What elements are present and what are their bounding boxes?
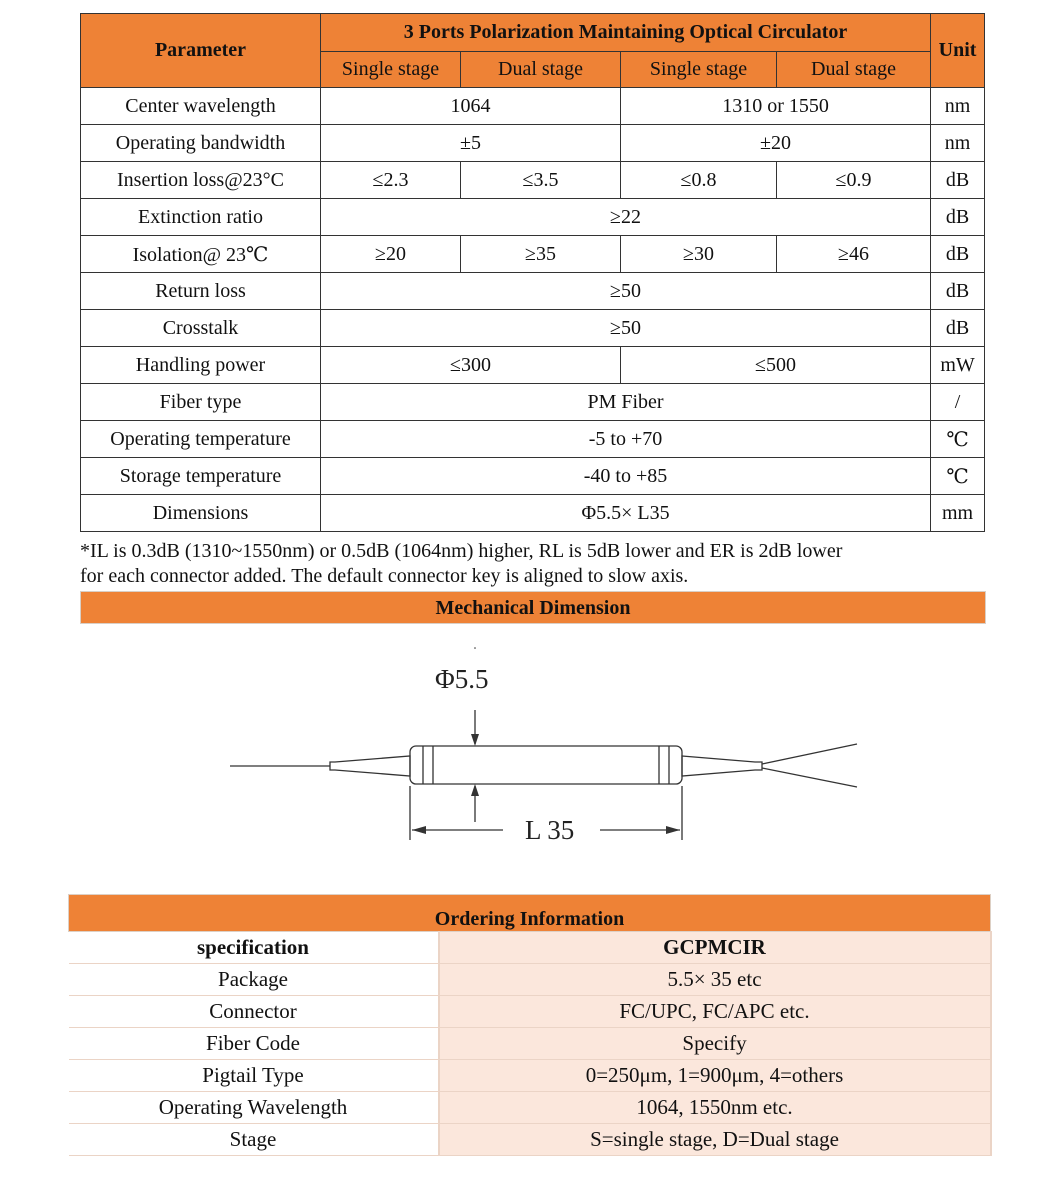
value-cell: ≥46 (777, 236, 931, 273)
row-label: Handling power (81, 347, 321, 384)
input-boot (330, 756, 410, 776)
unit-cell: dB (931, 162, 985, 199)
model-code: GCPMCIR (439, 932, 991, 964)
unit-cell: ℃ (931, 421, 985, 458)
ordering-information-table (68, 894, 992, 1156)
row-label: Operating temperature (81, 421, 321, 458)
value-cell: ≥22 (321, 199, 931, 236)
ordering-value: FC/UPC, FC/APC etc. (439, 996, 991, 1028)
unit-cell: / (931, 384, 985, 421)
value-cell: PM Fiber (321, 384, 931, 421)
ordering-header-row (69, 932, 991, 964)
ordering-row-connector (69, 996, 991, 1028)
row-extinction-ratio (81, 199, 985, 236)
value-cell: ≤3.5 (461, 162, 621, 199)
value-cell: -5 to +70 (321, 421, 931, 458)
output-fiber-1 (762, 744, 857, 764)
ordering-value: 5.5× 35 etc (439, 964, 991, 996)
ordering-row-operating-wavelength (69, 1092, 991, 1124)
subheader-dual-stage-2: Dual stage (777, 52, 931, 88)
unit-cell: dB (931, 236, 985, 273)
ordering-value: 1064, 1550nm etc. (439, 1092, 991, 1124)
value-cell: ≤2.3 (321, 162, 461, 199)
length-arrow-left (412, 826, 426, 834)
row-isolation (81, 236, 985, 273)
value-cell: ≥30 (621, 236, 777, 273)
ordering-row-fiber-code (69, 1028, 991, 1060)
subheader-single-stage-1: Single stage (321, 52, 461, 88)
length-arrow-right (666, 826, 680, 834)
footnote (80, 539, 980, 589)
value-cell: ±5 (321, 125, 621, 162)
row-label: Storage temperature (81, 458, 321, 495)
row-dimensions (81, 495, 985, 532)
output-fiber-2 (762, 768, 857, 787)
row-label: Return loss (81, 273, 321, 310)
value-cell: ≥50 (321, 273, 931, 310)
row-handling-power (81, 347, 985, 384)
footnote-line-2: for each connector added. The default connector key is aligned to slow axis. (80, 565, 689, 587)
row-fiber-type (81, 384, 985, 421)
row-insertion-loss (81, 162, 985, 199)
value-cell: ≤500 (621, 347, 931, 384)
subheader-dual-stage-1: Dual stage (461, 52, 621, 88)
mechanical-dimension-heading: Mechanical Dimension (80, 591, 986, 624)
ordering-label: Fiber Code (69, 1028, 439, 1060)
ordering-value: 0=250μm, 1=900μm, 4=others (439, 1060, 991, 1092)
unit-cell: mW (931, 347, 985, 384)
row-storage-temperature (81, 458, 985, 495)
circulator-body (410, 746, 682, 784)
specifications-table (80, 13, 985, 532)
ordering-label: Operating Wavelength (69, 1092, 439, 1124)
output-boot (682, 756, 762, 776)
value-cell: ≥50 (321, 310, 931, 347)
value-cell: ±20 (621, 125, 931, 162)
row-label: Center wavelength (81, 88, 321, 125)
ordering-label: Package (69, 964, 439, 996)
value-cell: 1310 or 1550 (621, 88, 931, 125)
diameter-label: Φ5.5 (435, 664, 489, 694)
subheader-single-stage-2: Single stage (621, 52, 777, 88)
table-title: 3 Ports Polarization Maintaining Optical Circulator (321, 14, 931, 52)
row-crosstalk (81, 310, 985, 347)
ordering-label: Pigtail Type (69, 1060, 439, 1092)
diameter-arrow-bottom (471, 784, 479, 796)
row-operating-temperature (81, 421, 985, 458)
row-center-wavelength (81, 88, 985, 125)
ordering-row-stage (69, 1124, 991, 1156)
value-cell: ≥35 (461, 236, 621, 273)
parameter-header: Parameter (81, 14, 321, 88)
unit-header: Unit (931, 14, 985, 88)
row-label: Dimensions (81, 495, 321, 532)
unit-cell: mm (931, 495, 985, 532)
value-cell: Φ5.5× L35 (321, 495, 931, 532)
spec-header: specification (69, 932, 439, 964)
length-label: L 35 (525, 815, 575, 845)
value-cell: ≤0.9 (777, 162, 931, 199)
footnote-line-1: *IL is 0.3dB (1310~1550nm) or 0.5dB (1064nm) higher, RL is 5dB lower and ER is 2dB lower (80, 540, 843, 562)
value-cell: -40 to +85 (321, 458, 931, 495)
value-cell: ≥20 (321, 236, 461, 273)
row-label: Fiber type (81, 384, 321, 421)
ordering-value: Specify (439, 1028, 991, 1060)
unit-cell: ℃ (931, 458, 985, 495)
mechanical-drawing (225, 640, 885, 860)
value-cell: ≤300 (321, 347, 621, 384)
ordering-value: S=single stage, D=Dual stage (439, 1124, 991, 1156)
row-label: Operating bandwidth (81, 125, 321, 162)
row-label: Isolation@ 23℃ (81, 236, 321, 273)
row-operating-bandwidth (81, 125, 985, 162)
ordering-row-package (69, 964, 991, 996)
value-cell: ≤0.8 (621, 162, 777, 199)
ordering-label: Stage (69, 1124, 439, 1156)
value-cell: 1064 (321, 88, 621, 125)
unit-cell: dB (931, 310, 985, 347)
diameter-arrow-top (471, 734, 479, 746)
ordering-row-pigtail-type (69, 1060, 991, 1092)
row-label: Insertion loss@23°C (81, 162, 321, 199)
unit-cell: dB (931, 273, 985, 310)
ordering-label: Connector (69, 996, 439, 1028)
unit-cell: nm (931, 125, 985, 162)
unit-cell: nm (931, 88, 985, 125)
row-label: Extinction ratio (81, 199, 321, 236)
ordering-title: Ordering Information (69, 895, 991, 932)
row-label: Crosstalk (81, 310, 321, 347)
row-return-loss (81, 273, 985, 310)
unit-cell: dB (931, 199, 985, 236)
